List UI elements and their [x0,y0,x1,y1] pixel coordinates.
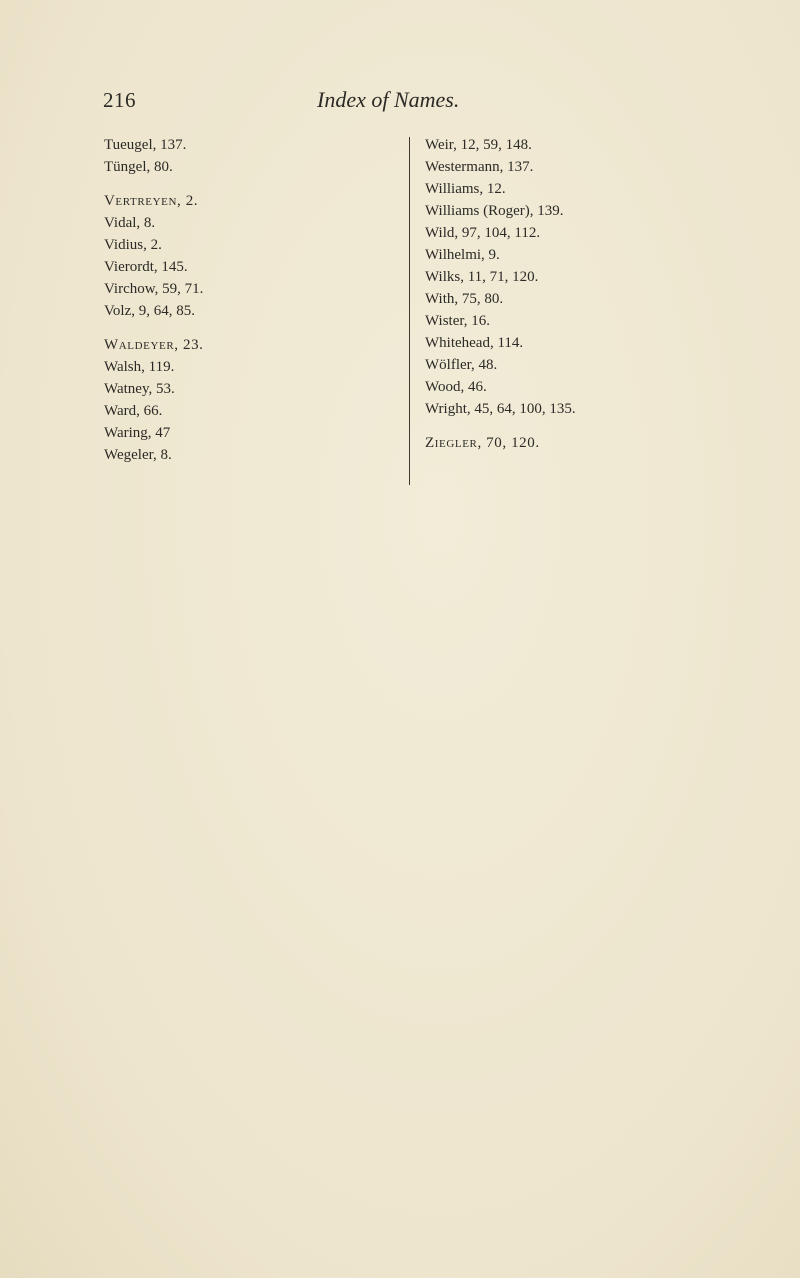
index-entry: Volz, 9, 64, 85. [104,303,195,319]
index-entry: Williams, 12. [425,181,506,197]
running-title: Index of Names. [317,87,460,112]
index-group-t [104,134,204,178]
index-entry: Wister, 16. [425,313,491,329]
index-group-v [104,190,204,322]
index-entry: Watney, 53. [104,381,175,397]
index-entry: Waring, 47 [104,425,171,441]
column-divider [409,137,410,485]
index-entry: Westermann, 137. [425,159,534,175]
index-entry: Wölfler, 48. [425,357,498,373]
index-group-z [425,432,576,454]
index-entry: Tüngel, 80. [104,159,173,175]
index-entry-heading: Waldeyer, 23. [104,337,204,353]
index-entry: Ward, 66. [104,403,163,419]
index-entry: Vierordt, 145. [104,259,188,275]
index-entry: Wood, 46. [425,379,487,395]
index-entry: Williams (Roger), 139. [425,203,564,219]
index-group-w [104,334,204,466]
index-entry: Wegeler, 8. [104,447,172,463]
index-entry: Vidius, 2. [104,237,162,253]
index-entry: Vidal, 8. [104,215,156,231]
index-entry: With, 75, 80. [425,291,504,307]
index-entry: Walsh, 119. [104,359,175,375]
index-entry: Wild, 97, 104, 112. [425,225,541,241]
index-entry: Wilhelmi, 9. [425,247,500,263]
index-group-w-continued [425,134,576,420]
index-entry-heading: Ziegler, 70, 120. [425,435,540,451]
page-number: 216 [103,88,136,112]
left-index-column [104,134,204,478]
index-entry-heading: Vertreyen, 2. [104,193,199,209]
index-entry: Weir, 12, 59, 148. [425,137,532,153]
right-index-column [425,134,576,466]
index-entry: Wright, 45, 64, 100, 135. [425,401,576,417]
index-entry: Whitehead, 114. [425,335,524,351]
page-header [0,88,800,118]
index-entry: Tueugel, 137. [104,137,187,153]
index-entry: Wilks, 11, 71, 120. [425,269,539,285]
index-entry: Virchow, 59, 71. [104,281,204,297]
